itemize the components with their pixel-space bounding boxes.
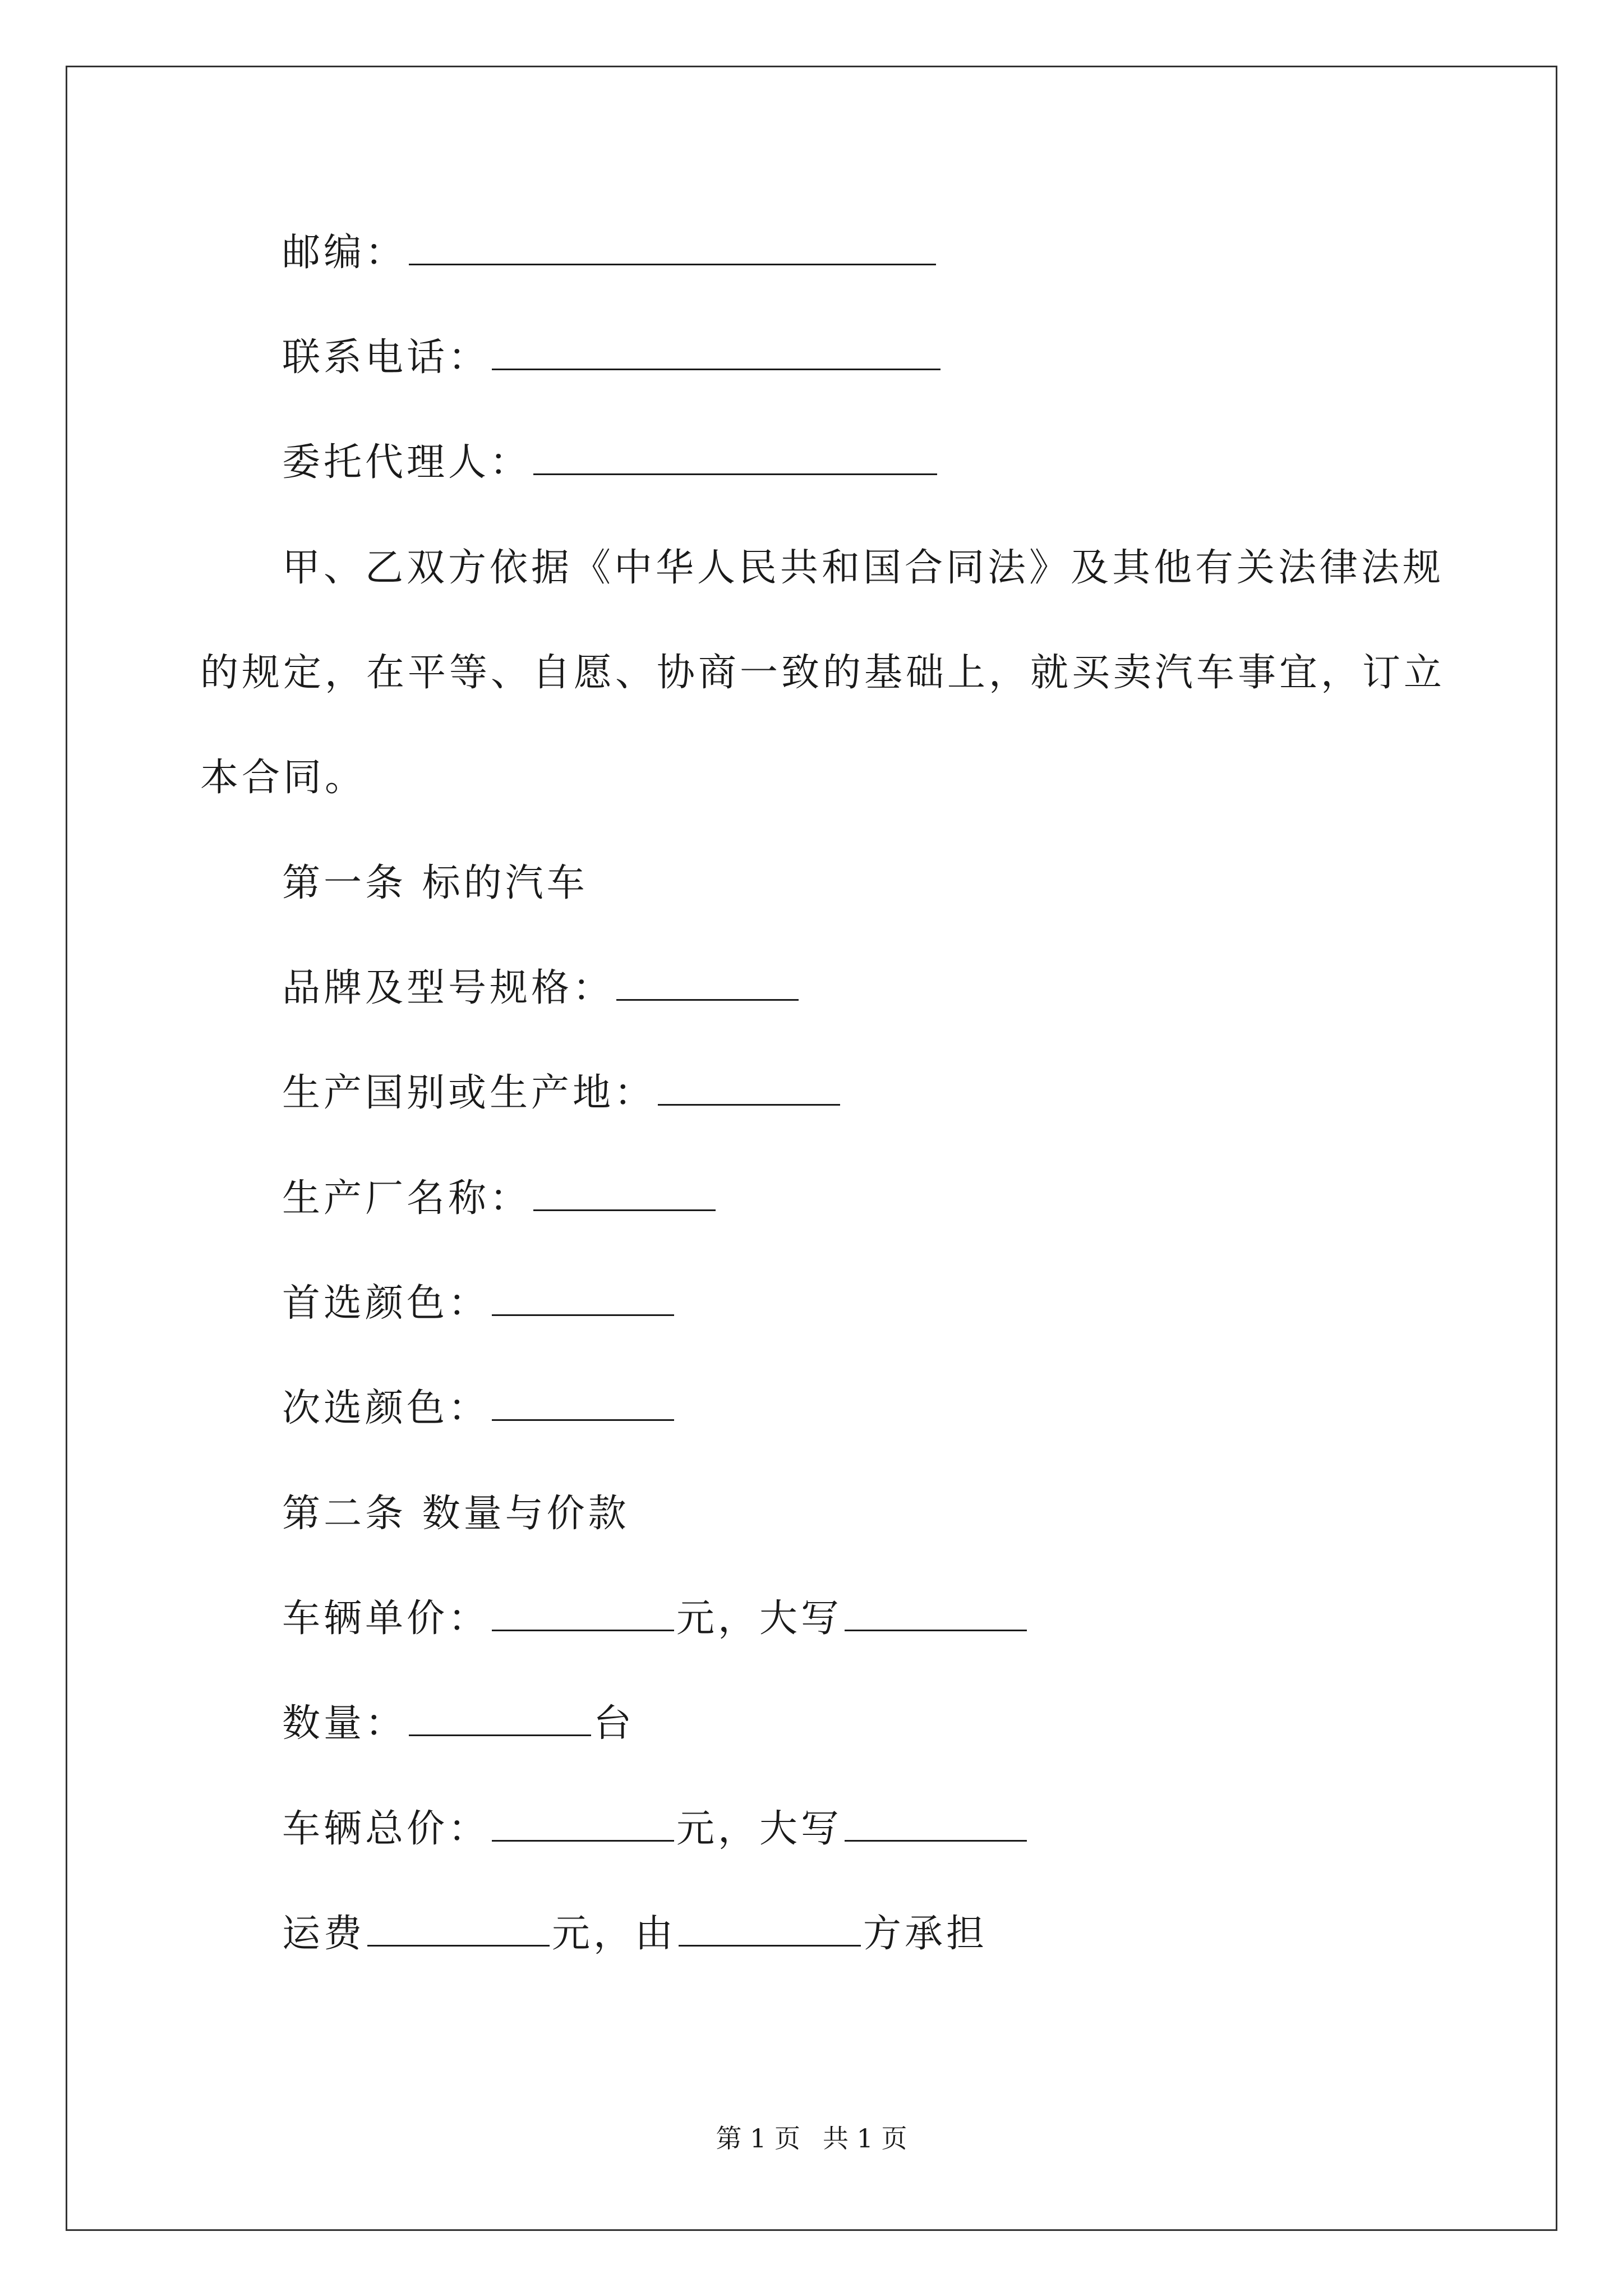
first-color-label: 首选颜色： [282,1281,490,1326]
freight-row [282,1909,988,1959]
quantity-unit: 台 [593,1701,635,1746]
brand-row [282,963,801,1014]
unit-price-capital-blank[interactable] [845,1595,1027,1631]
total-price-yuan-text: 元，大写 [676,1807,843,1851]
postcode-label: 邮编： [282,231,407,275]
total-price-label: 车辆总价： [282,1807,490,1851]
article1-heading: 第一条 标的汽车 [282,861,588,905]
page-border [66,66,1557,2231]
agent-row [282,438,939,488]
origin-row [282,1068,842,1119]
quantity-row [282,1699,635,1749]
unit-price-blank[interactable] [492,1595,674,1631]
phone-row [282,333,943,383]
freight-amount-blank[interactable] [367,1910,550,1947]
brand-label: 品牌及型号规格： [282,966,615,1010]
freight-label: 运费 [282,1912,366,1956]
quantity-blank[interactable] [409,1700,591,1736]
freight-yuan-text: 元，由 [552,1912,677,1956]
unit-price-yuan-text: 元，大写 [676,1596,843,1641]
origin-label: 生产国别或生产地： [282,1071,656,1115]
agent-blank[interactable] [533,439,937,475]
total-price-row [282,1804,1029,1855]
preamble-line-1: 甲、乙双方依据《中华人民共和国合同法》及其他有关法律法规 [282,546,1445,590]
total-price-blank[interactable] [492,1805,674,1842]
second-color-blank[interactable] [492,1384,674,1421]
phone-label: 联系电话： [282,335,490,380]
manufacturer-blank[interactable] [533,1175,716,1211]
page-current: 第 1 页 [716,2123,800,2154]
unit-price-row [282,1594,1029,1644]
page-footer [0,2122,1623,2155]
first-color-row [282,1278,676,1329]
manufacturer-row [282,1174,718,1224]
second-color-row [282,1383,676,1434]
first-color-blank[interactable] [492,1280,674,1316]
second-color-label: 次选颜色： [282,1386,490,1430]
origin-blank[interactable] [658,1069,840,1106]
manufacturer-label: 生产厂名称： [282,1176,532,1221]
freight-bearer-text: 方承担 [863,1912,988,1956]
postcode-blank[interactable] [409,229,936,265]
page-total: 共 1 页 [823,2123,907,2154]
postcode-row [282,228,938,278]
phone-blank[interactable] [492,334,940,370]
unit-price-label: 车辆单价： [282,1596,490,1641]
article2-heading: 第二条 数量与价款 [282,1492,630,1536]
brand-blank[interactable] [616,964,799,1001]
preamble-line-2: 的规定，在平等、自愿、协商一致的基础上，就买卖汽车事宜，订立 [200,651,1446,695]
freight-bearer-blank[interactable] [679,1910,861,1947]
preamble-line-3: 本合同。 [200,756,367,800]
quantity-label: 数量： [282,1701,407,1746]
total-price-capital-blank[interactable] [845,1805,1027,1842]
agent-label: 委托代理人： [282,440,532,485]
